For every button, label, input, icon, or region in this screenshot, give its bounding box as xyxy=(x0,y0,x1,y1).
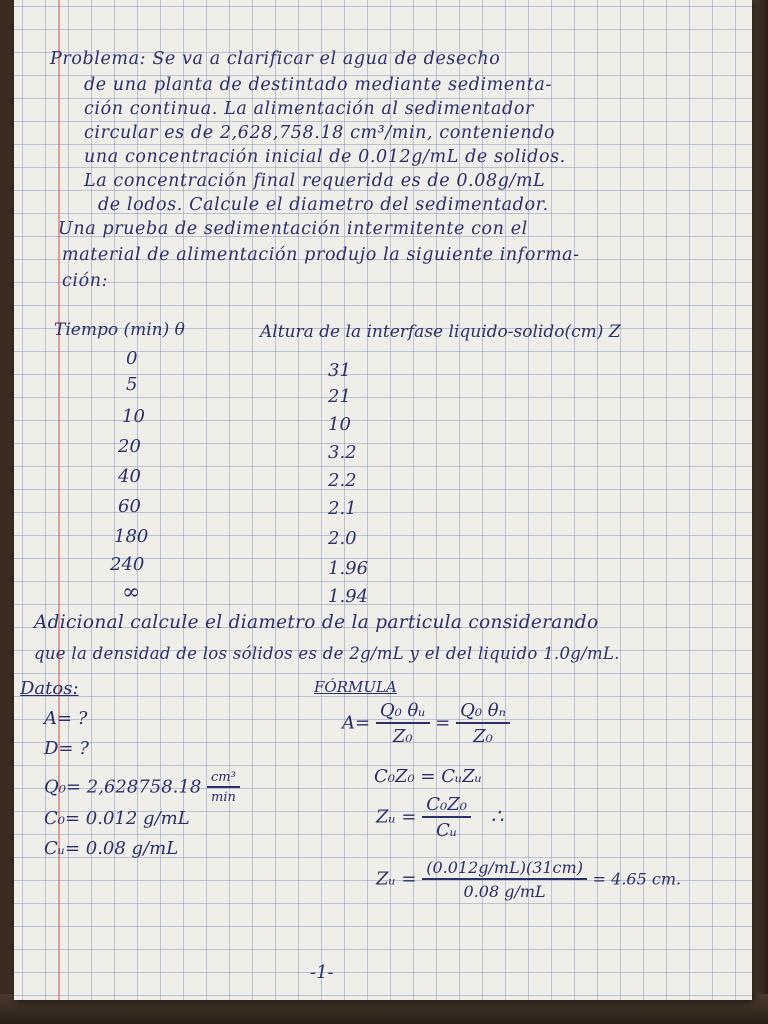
table-time-cell: 10 xyxy=(122,406,145,427)
datos-diameter: D= ? xyxy=(44,738,89,759)
calc-fraction: $\frac{(0.012g/mL)(31cm)}{0.08 g/mL}$ xyxy=(422,858,587,901)
table-time-cell: 40 xyxy=(118,466,141,487)
table-height-cell: 1.94 xyxy=(328,586,369,607)
table-time-cell: 60 xyxy=(118,496,141,517)
table-time-cell: 20 xyxy=(118,436,141,457)
table-height-cell: 2.2 xyxy=(328,470,357,491)
area-lhs: A= xyxy=(342,712,371,734)
table-height-cell: 31 xyxy=(328,360,351,381)
table-height-cell: 2.0 xyxy=(328,528,357,549)
table-time-cell: ∞ xyxy=(122,580,141,605)
problem-line-7: de lodos. Calcule el diametro del sedimentador. xyxy=(98,195,549,215)
table-time-cell: 0 xyxy=(126,348,138,369)
therefore-symbol: ∴ xyxy=(490,803,504,828)
datos-flow-unit: $\frac{\text{cm³}}{\min}$ xyxy=(207,770,240,805)
page-number: -1- xyxy=(310,962,334,983)
problem-line-10: ción: xyxy=(62,271,109,291)
calc-result: = 4.65 cm. xyxy=(592,869,682,889)
notebook-page xyxy=(14,0,752,1000)
additional-line-1: Adicional calcule el diametro de la particula considerando xyxy=(34,612,599,633)
area-formula xyxy=(342,700,510,747)
problem-line-9: material de alimentación produjo la siguiente informa- xyxy=(62,245,580,265)
problem-line-4: circular es de 2,628,758.18 cm³/min, conteniendo xyxy=(84,123,556,143)
calc-lhs: Zᵤ = xyxy=(376,868,417,890)
datos-flow-value: Q₀= 2,628758.18 xyxy=(44,776,202,798)
datos-initial-concentration: C₀= 0.012 g/mL xyxy=(44,808,190,829)
mass-balance: C₀Z₀ = CᵤZᵤ xyxy=(374,766,482,787)
zu-lhs: Zᵤ = xyxy=(376,806,417,828)
table-height-cell: 21 xyxy=(328,386,351,407)
area-fraction-2: $\frac{\text{Q₀ θₙ}}{\text{Z₀}}$ xyxy=(456,700,510,747)
additional-line-2: que la densidad de los sólidos es de 2g/mL y el del liquido 1.0g/mL. xyxy=(34,644,620,663)
problem-line-8: Una prueba de sedimentación intermitente con el xyxy=(58,219,528,239)
datos-final-concentration: Cᵤ= 0.08 g/mL xyxy=(44,838,179,859)
zu-fraction: $\frac{\text{C₀Z₀}}{\text{Cᵤ}}$ xyxy=(422,794,471,841)
datos-area: A= ? xyxy=(44,708,88,729)
table-height-cell: 3.2 xyxy=(328,442,357,463)
table-time-cell: 5 xyxy=(126,374,138,395)
table-height-cell: 1.96 xyxy=(328,558,369,579)
table-height-cell: 10 xyxy=(328,414,351,435)
table-height-cell: 2.1 xyxy=(328,498,357,519)
area-equals: = xyxy=(435,712,451,734)
table-time-cell: 180 xyxy=(114,526,149,547)
formula-title: FÓRMULA xyxy=(314,678,397,696)
zu-calculation xyxy=(376,858,681,901)
table-header-time: Tiempo (min) θ xyxy=(54,320,185,340)
table-time-cell: 240 xyxy=(110,554,145,575)
zu-formula xyxy=(376,794,503,841)
problem-line-2: de una planta de destintado mediante sedimenta- xyxy=(84,75,552,95)
datos-title: Datos: xyxy=(20,678,79,699)
datos-flow xyxy=(44,770,240,805)
table-header-height: Altura de la interfase liquido-solido(cm) Z xyxy=(260,322,621,342)
problem-line-5: una concentración inicial de 0.012g/mL de solidos. xyxy=(84,147,566,167)
problem-line-6: La concentración final requerida es de 0.08g/mL xyxy=(84,171,546,191)
problem-line-3: ción continua. La alimentación al sedimentador xyxy=(84,99,534,119)
area-fraction-1: $\frac{\text{Q₀ θᵤ}}{\text{Z₀}}$ xyxy=(376,700,430,747)
problem-line-1: Problema: Se va a clarificar el agua de desecho xyxy=(50,49,501,69)
